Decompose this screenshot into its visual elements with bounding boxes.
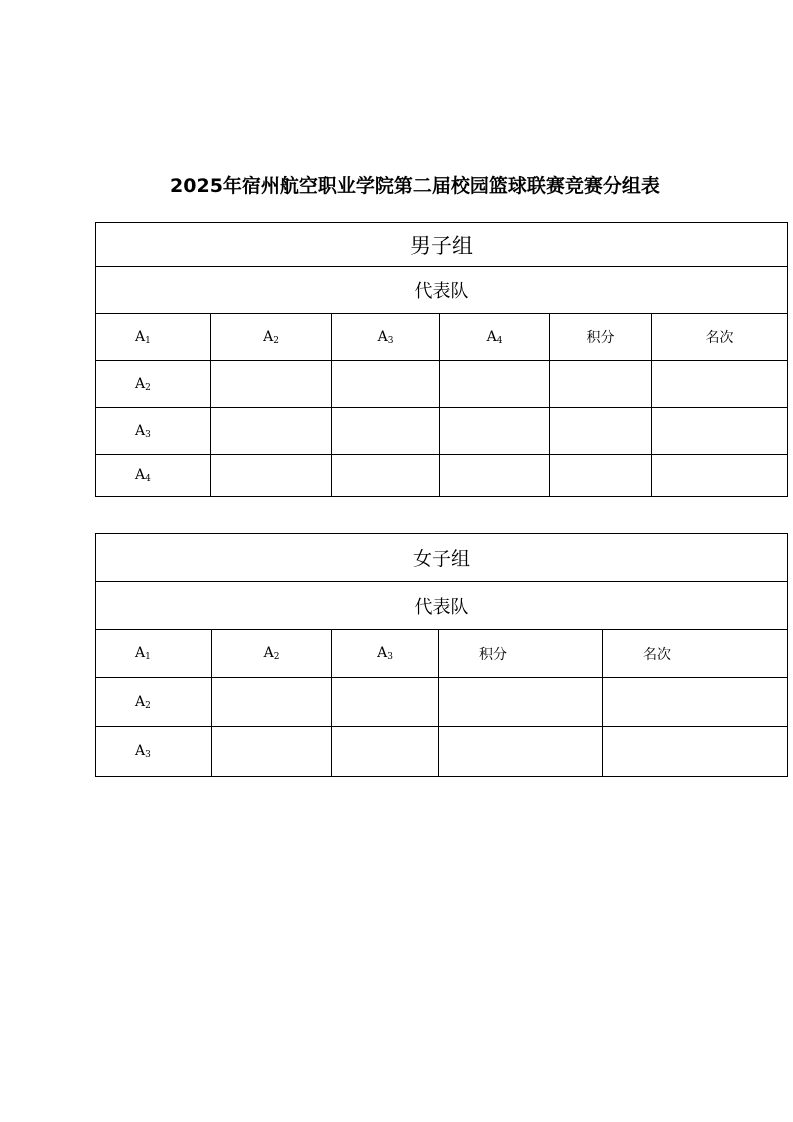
document-title: 2025年宿州航空职业学院第二届校园篮球联赛竞赛分组表 xyxy=(170,175,660,197)
men-group-table xyxy=(95,222,788,497)
women-row-label: $A_3$ xyxy=(96,727,212,777)
table-cell xyxy=(332,455,440,497)
table-row xyxy=(96,678,788,727)
table-row xyxy=(96,455,788,497)
table-cell xyxy=(440,455,550,497)
table-cell xyxy=(212,727,332,777)
men-header-a1: $A_1$ xyxy=(96,314,211,361)
women-header-a3: $A_3$ xyxy=(332,630,439,678)
table-cell xyxy=(211,408,332,455)
table-cell xyxy=(603,727,788,777)
table-cell xyxy=(332,727,439,777)
women-header-rank: 名次 xyxy=(603,630,788,678)
table-cell xyxy=(440,408,550,455)
table-row xyxy=(96,727,788,777)
table-row xyxy=(96,361,788,408)
table-cell xyxy=(550,455,652,497)
women-header-row xyxy=(96,630,788,678)
table-cell xyxy=(439,678,603,727)
table-cell xyxy=(332,678,439,727)
table-cell xyxy=(332,408,440,455)
women-header-a2: $A_2$ xyxy=(212,630,332,678)
table-cell xyxy=(211,455,332,497)
table-cell xyxy=(440,361,550,408)
women-row-label: $A_2$ xyxy=(96,678,212,727)
table-cell xyxy=(652,408,788,455)
table-cell xyxy=(550,408,652,455)
men-header-a2: $A_2$ xyxy=(211,314,332,361)
table-cell xyxy=(211,361,332,408)
table-cell xyxy=(652,361,788,408)
table-cell xyxy=(332,361,440,408)
men-team-label: 代表队 xyxy=(96,267,788,314)
table-cell xyxy=(439,727,603,777)
men-row-label: $A_4$ xyxy=(96,455,211,497)
women-group-table xyxy=(95,533,788,777)
men-row-label: $A_3$ xyxy=(96,408,211,455)
women-header-score: 积分 xyxy=(439,630,603,678)
women-team-label: 代表队 xyxy=(96,582,788,630)
men-header-a4: $A_4$ xyxy=(440,314,550,361)
men-header-row xyxy=(96,314,788,361)
women-header-a1: $A_1$ xyxy=(96,630,212,678)
table-row xyxy=(96,408,788,455)
men-header-a3: $A_3$ xyxy=(332,314,440,361)
table-cell xyxy=(212,678,332,727)
men-header-score: 积分 xyxy=(550,314,652,361)
men-group-title: 男子组 xyxy=(96,223,788,267)
men-header-rank: 名次 xyxy=(652,314,788,361)
women-group-title: 女子组 xyxy=(96,534,788,582)
table-cell xyxy=(550,361,652,408)
table-cell xyxy=(652,455,788,497)
men-row-label: $A_2$ xyxy=(96,361,211,408)
table-cell xyxy=(603,678,788,727)
